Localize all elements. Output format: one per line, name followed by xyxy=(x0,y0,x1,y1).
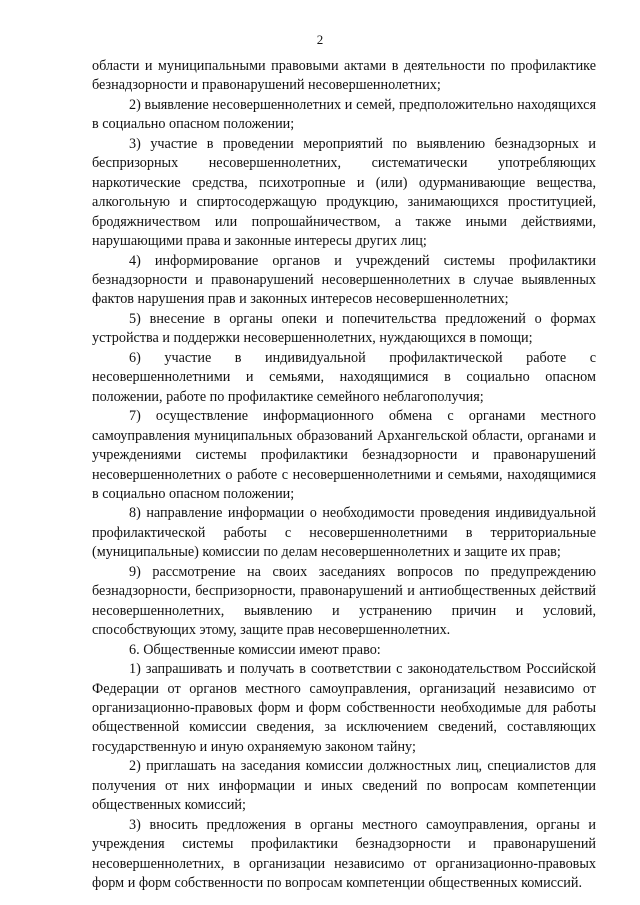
list-item-6: 6) участие в индивидуальной профилактической работе с несовершеннолетними и семьями, находящимися в социально опасном положении, работе по профилактике семейного неблагополучия; xyxy=(92,349,596,405)
rights-item-3: 3) вносить предложения в органы местного самоуправления, органы и учреждения системы профилактики безнадзорности и правонарушений несовершеннолетних, в организации независимо от организационно-правовых форм и форм собственности по вопросам компетенции общественных комиссий. xyxy=(92,816,596,892)
list-item-8: 8) направление информации о необходимости проведения индивидуальной профилактической работы с несовершеннолетними в территориальные (муниципальные) комиссии по делам несовершеннолетних и защите их прав; xyxy=(92,505,596,561)
list-item-4: 4) информирование органов и учреждений системы профилактики безнадзорности и правонарушений несовершеннолетних в случае выявленных фактов нарушения прав и законных интересов несовершеннолетних; xyxy=(92,252,596,308)
list-item-3: 3) участие в проведении мероприятий по выявлению безнадзорных и беспризорных несовершеннолетних, систематически употребляющих наркотические средства, психотропные и (или) одурманивающие вещества, алкогольную и спиртосодержащую продукцию, занимающихся проституцией, бродяжничеством или попрошайничеством, а также иными действиями, нарушающими права и законные интересы других лиц; xyxy=(92,135,596,250)
rights-item-1: 1) запрашивать и получать в соответствии с законодательством Российской Федерации от органов местного самоуправления, организаций независимо от организационно-правовых форм и форм собственности необходимые для работы общественной комиссии сведения, за исключением сведений, составляющих государственную и иную охраняемую законом тайну; xyxy=(92,661,596,755)
list-item-7: 7) осуществление информационного обмена с органами местного самоуправления муниципальных образований Архангельской области, органами и учреждениями системы профилактики безнадзорности и правонарушений несовершеннолетних о работе с несовершеннолетними и семьями, находящимися в социально опасном положении; xyxy=(92,408,596,502)
paragraph-continuation: области и муниципальными правовыми актами в деятельности по профилактике безнадзорности и правонарушений несовершеннолетних; xyxy=(92,58,596,94)
page-number: 2 xyxy=(316,32,324,47)
list-item-9: 9) рассмотрение на своих заседаниях вопросов по предупреждению безнадзорности, беспризорности, правонарушений и антиобщественных действий несовершеннолетних, выявлению и устранению причин и условий, способствующих этому, защите прав несовершеннолетних. xyxy=(92,563,596,639)
list-item-5: 5) внесение в органы опеки и попечительства предложений о формах устройства и поддержки несовершеннолетних, нуждающихся в помощи; xyxy=(92,310,596,347)
document-body xyxy=(92,57,596,893)
section-6-heading: 6. Общественные комиссии имеют право: xyxy=(129,641,381,658)
rights-item-2: 2) приглашать на заседания комиссии должностных лиц, специалистов для получения от них информации и иных сведений по вопросам компетенции общественных комиссий; xyxy=(92,758,596,814)
list-item-2: 2) выявление несовершеннолетних и семей, предположительно находящихся в социально опасном положении; xyxy=(92,96,596,133)
